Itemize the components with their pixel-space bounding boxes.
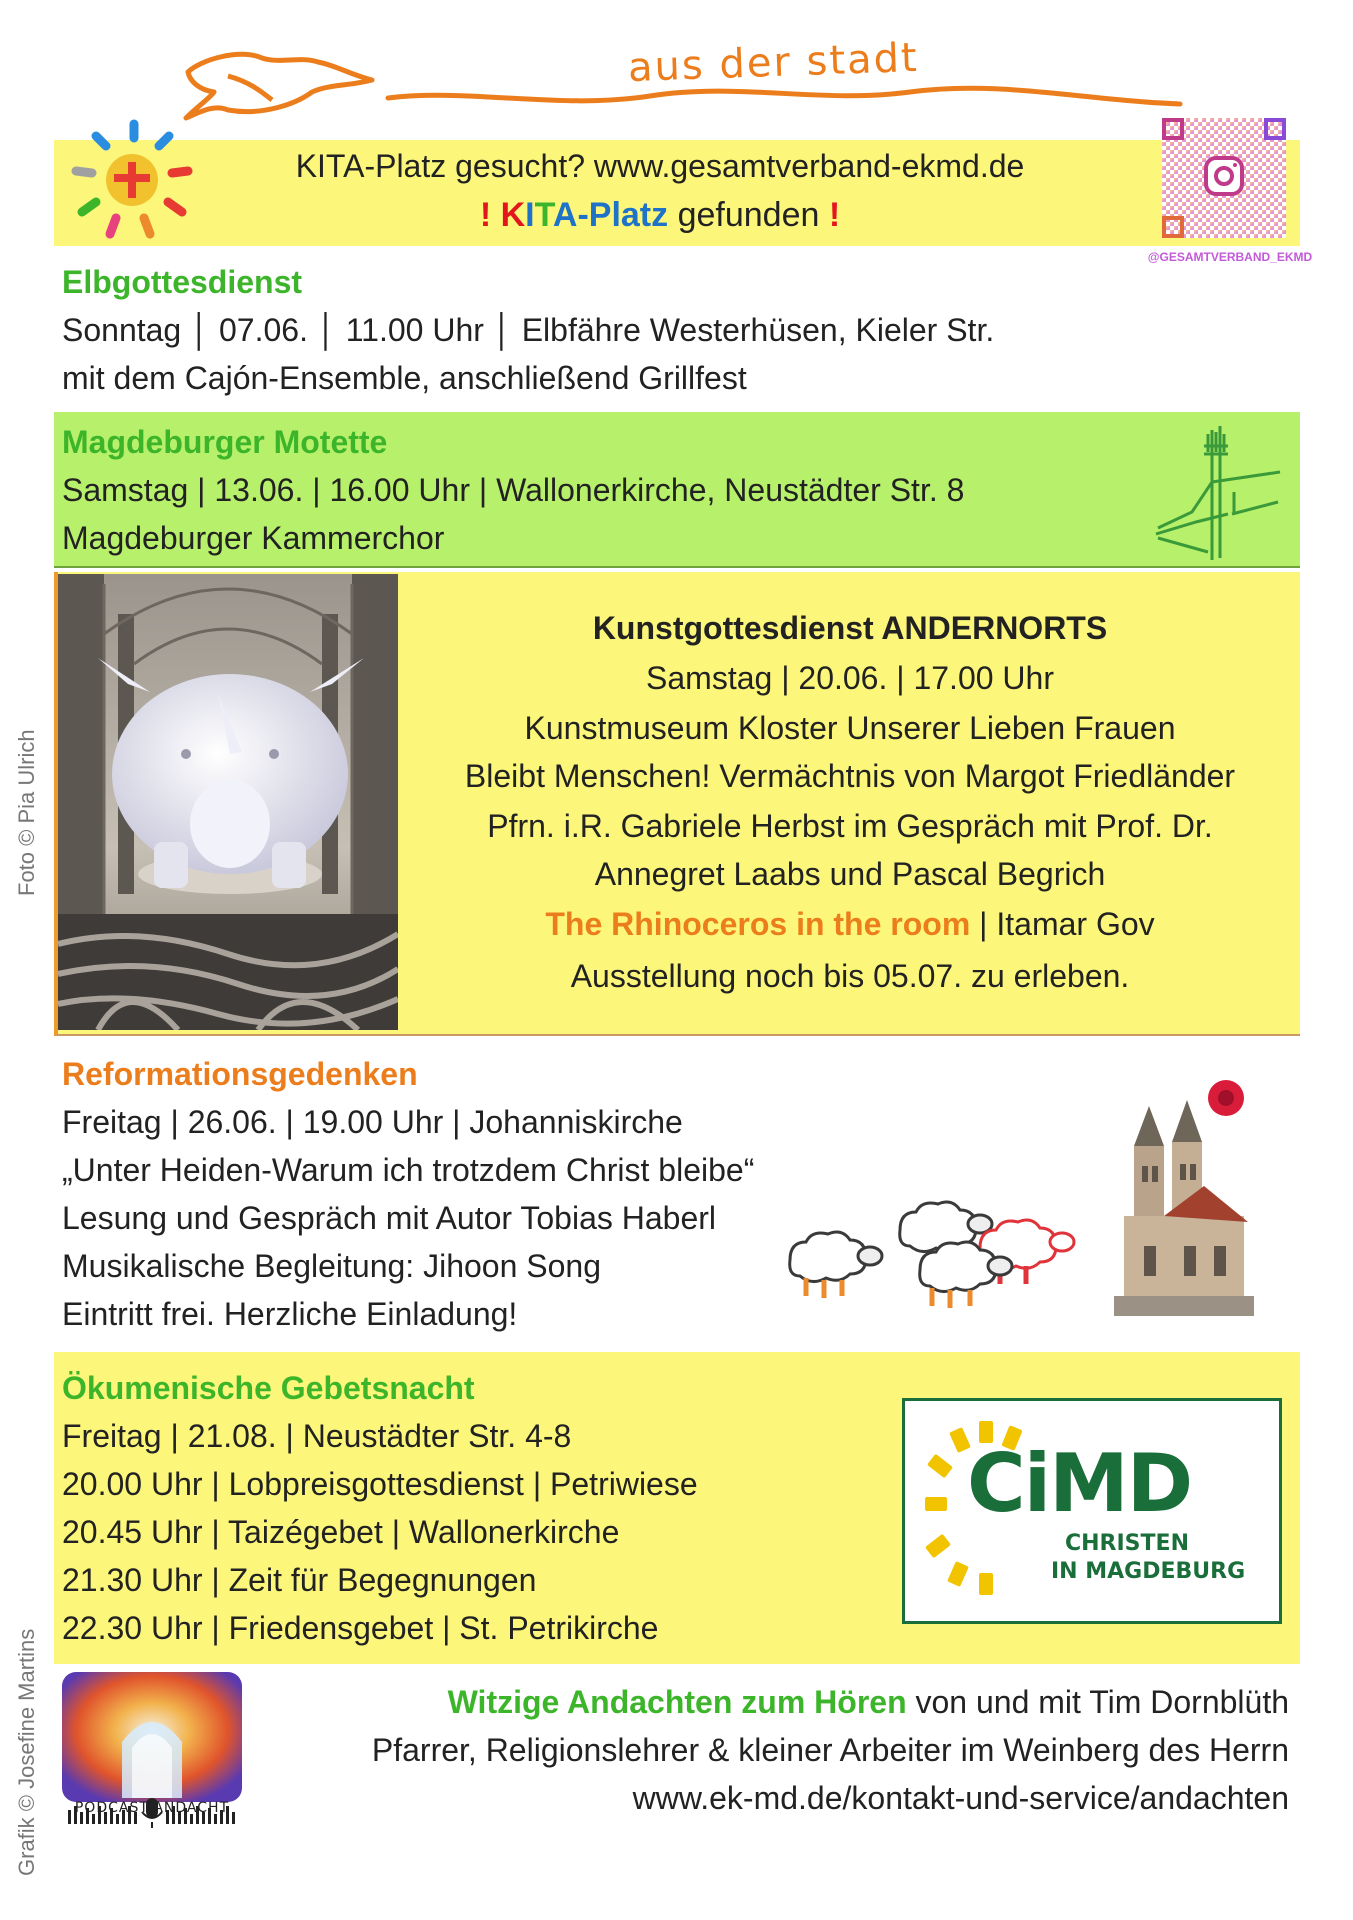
podcast-title: Witzige Andachten zum Hören <box>447 1684 907 1720</box>
reformation-reading: Lesung und Gespräch mit Autor Tobias Haberl <box>62 1200 717 1236</box>
podcast-andacht-cover[interactable] <box>62 1672 242 1852</box>
johanniskirche-photo <box>1114 1076 1254 1316</box>
exclamation-right: ! <box>828 196 841 234</box>
elbgottesdienst-details: Sonntag │ 07.06. │ 11.00 Uhr │ Elbfähre Westerhüsen, Kieler Str. <box>62 312 995 348</box>
rhinoceros-in-cathedral-photo <box>58 574 398 1030</box>
artist-name: | Itamar Gov <box>970 906 1155 942</box>
church-sketch-icon <box>1152 422 1284 562</box>
gebetsnacht-heading: Ökumenische Gebetsnacht <box>62 1370 475 1406</box>
podcast-badge-label: PODCAST-ANDACHT <box>74 1800 230 1816</box>
kunstgottesdienst-exhibition <box>400 908 1300 940</box>
kunstgottesdienst-speakers-1: Pfrn. i.R. Gabriele Herbst im Gespräch mit Prof. Dr. <box>487 808 1213 844</box>
reformation-details: Freitag | 26.06. | 19.00 Uhr | Johanniskirche <box>62 1104 683 1140</box>
sheep-flock-illustration <box>780 1190 1090 1330</box>
kunstgottesdienst-heading: Kunstgottesdienst ANDERNORTS <box>592 610 1108 646</box>
kunstgottesdienst-venue: Kunstmuseum Kloster Unserer Lieben Frauen <box>524 710 1176 746</box>
kita-found-text <box>160 196 1160 235</box>
podcast-title-line <box>448 1686 1289 1718</box>
motette-choir: Magdeburger Kammerchor <box>62 520 445 556</box>
reformation-music: Musikalische Begleitung: Jihoon Song <box>62 1248 601 1284</box>
podcast-host-description: Pfarrer, Religionslehrer & kleiner Arbeiter im Weinberg des Herrn <box>371 1732 1289 1768</box>
kita-letter-i: I <box>525 196 535 234</box>
reformation-invitation: Eintritt frei. Herzliche Einladung! <box>62 1296 518 1332</box>
header-wave-line <box>388 88 1180 104</box>
gebetsnacht-item-3: 21.30 Uhr | Zeit für Begegnungen <box>62 1562 537 1598</box>
elbgottesdienst-heading: Elbgottesdienst <box>62 264 303 300</box>
kita-letter-k: K <box>500 196 526 234</box>
gebetsnacht-date: Freitag | 21.08. | Neustädter Str. 4-8 <box>62 1418 572 1454</box>
dove-icon <box>186 54 372 118</box>
cimd-subtitle-2: IN MAGDEBURG <box>1051 1559 1246 1584</box>
gebetsnacht-item-2: 20.45 Uhr | Taizégebet | Wallonerkirche <box>62 1514 620 1550</box>
gebetsnacht-item-4: 22.30 Uhr | Friedensgebet | St. Petrikirche <box>62 1610 659 1646</box>
kita-search-text: KITA-Platz gesucht? www.gesamtverband-ekmd.de <box>295 148 1025 184</box>
reformation-heading: Reformationsgedenken <box>62 1056 418 1092</box>
podcast-url-link[interactable]: www.ek-md.de/kontakt-und-service/andachten <box>632 1780 1289 1816</box>
cimd-logo <box>902 1398 1282 1624</box>
exclamation-left: ! <box>479 196 492 234</box>
gebetsnacht-item-1: 20.00 Uhr | Lobpreisgottesdienst | Petriwiese <box>62 1466 698 1502</box>
elbgottesdienst-info: mit dem Cajón-Ensemble, anschließend Grillfest <box>62 360 747 396</box>
gefunden-text: gefunden <box>668 196 829 234</box>
rhinoceros-title: The Rhinoceros in the room <box>545 906 971 942</box>
cimd-logo-text: CiMD <box>967 1437 1192 1530</box>
motette-details: Samstag | 13.06. | 16.00 Uhr | Wallonerkirche, Neustädter Str. 8 <box>62 472 965 508</box>
instagram-handle[interactable]: @GESAMTVERBAND_EKMD <box>1147 250 1313 264</box>
kunstgottesdienst-date: Samstag | 20.06. | 17.00 Uhr <box>646 660 1054 696</box>
kita-letter-t: T <box>534 196 553 234</box>
cimd-subtitle-1: CHRISTEN <box>1065 1531 1189 1556</box>
kita-platz-text: -Platz <box>577 196 669 234</box>
motette-heading: Magdeburger Motette <box>62 424 388 460</box>
kunstgottesdienst-speakers-2: Annegret Laabs und Pascal Begrich <box>594 856 1106 892</box>
section-header-title: aus der stadt <box>627 34 920 92</box>
kunstgottesdienst-topic: Bleibt Menschen! Vermächtnis von Margot Friedländer <box>464 758 1236 794</box>
kita-letter-a: A <box>552 196 578 234</box>
kunstgottesdienst-exhibition-dates: Ausstellung noch bis 05.07. zu erleben. <box>570 958 1130 994</box>
podcast-host: von und mit Tim Dornblüth <box>906 1684 1289 1720</box>
instagram-qr-code[interactable] <box>1162 118 1286 238</box>
reformation-quote: „Unter Heiden-Warum ich trotzdem Christ bleibe“ <box>62 1152 755 1188</box>
graphic-credit: Grafik © Josefine Martins <box>14 1628 39 1876</box>
photo-credit: Foto © Pia Ulrich <box>14 729 39 896</box>
